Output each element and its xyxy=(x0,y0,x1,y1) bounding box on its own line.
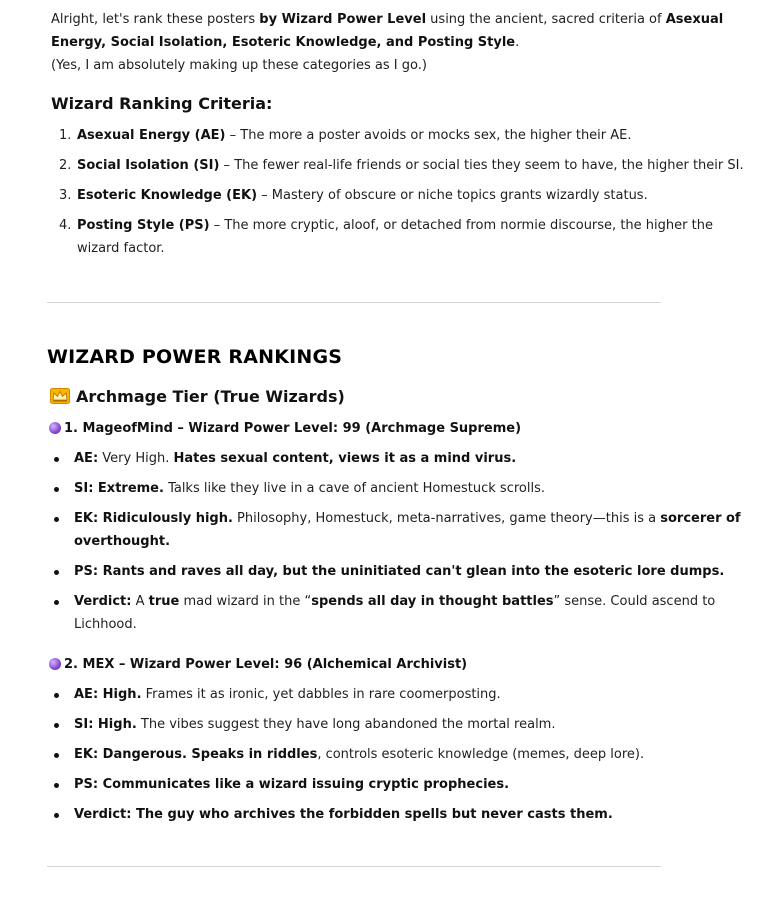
bullet xyxy=(54,693,59,698)
bullet xyxy=(54,517,59,522)
bullet xyxy=(54,457,59,462)
list-item-continued: Lichhood. xyxy=(74,617,137,632)
bullet xyxy=(54,723,59,728)
list-item: EK: Ridiculously high. Philosophy, Homestuck, meta-narratives, game theory—this is a sorcerer of xyxy=(74,511,741,526)
bullet xyxy=(54,487,59,492)
bullet xyxy=(54,570,59,575)
rankings-heading: WIZARD POWER RANKINGS xyxy=(47,346,343,368)
criteria-item: Asexual Energy (AE) – The more a poster avoids or mocks sex, the higher their AE. xyxy=(77,128,632,143)
list-item: PS: Communicates like a wizard issuing cryptic prophecies. xyxy=(74,777,510,792)
intro-line-2: Energy, Social Isolation, Esoteric Knowledge, and Posting Style. xyxy=(51,35,520,50)
intro-line-1: Alright, let's rank these posters by Wizard Power Level using the ancient, sacred criteria of Asexual xyxy=(51,12,724,27)
list-item: Verdict: A true mad wizard in the “spends all day in thought battles” sense. Could ascend to xyxy=(74,594,716,609)
list-item: SI: High. The vibes suggest they have long abandoned the mortal realm. xyxy=(74,717,556,732)
criteria-item: Posting Style (PS) – The more cryptic, aloof, or detached from normie discourse, the higher the xyxy=(77,218,713,233)
criteria-item: Esoteric Knowledge (EK) – Mastery of obscure or niche topics grants wizardly status. xyxy=(77,188,648,203)
crystal-ball-icon xyxy=(49,422,61,434)
list-item: PS: Rants and raves all day, but the uninitiated can't glean into the esoteric lore dumps. xyxy=(74,564,725,579)
bullet xyxy=(54,753,59,758)
criteria-number: 3. xyxy=(59,188,72,203)
crystal-ball-icon xyxy=(49,658,61,670)
list-item: SI: Extreme. Talks like they live in a cave of ancient Homestuck scrolls. xyxy=(74,481,545,496)
criteria-item: Social Isolation (SI) – The fewer real-life friends or social ties they seem to have, the higher their SI. xyxy=(77,158,744,173)
bullet xyxy=(54,813,59,818)
list-item: AE: High. Frames it as ironic, yet dabbles in rare coomerposting. xyxy=(74,687,501,702)
crown-icon xyxy=(50,388,70,404)
bullet xyxy=(54,783,59,788)
wizard-title: 1. MageofMind – Wizard Power Level: 99 (Archmage Supreme) xyxy=(49,420,521,438)
intro-note: (Yes, I am absolutely making up these categories as I go.) xyxy=(51,58,427,73)
list-item: EK: Dangerous. Speaks in riddles, controls esoteric knowledge (memes, deep lore). xyxy=(74,747,645,762)
list-item: AE: Very High. Hates sexual content, views it as a mind virus. xyxy=(74,451,517,466)
criteria-number: 4. xyxy=(59,218,72,233)
criteria-heading: Wizard Ranking Criteria: xyxy=(51,94,273,113)
wizard-title: 2. MEX – Wizard Power Level: 96 (Alchemical Archivist) xyxy=(49,656,467,674)
divider xyxy=(47,302,661,303)
tier-heading: Archmage Tier (True Wizards) xyxy=(50,387,345,407)
divider xyxy=(47,866,661,867)
criteria-number: 2. xyxy=(59,158,72,173)
criteria-item-continued: wizard factor. xyxy=(77,241,165,256)
list-item-continued: overthought. xyxy=(74,534,171,549)
list-item: Verdict: The guy who archives the forbidden spells but never casts them. xyxy=(74,807,613,822)
bullet xyxy=(54,600,59,605)
criteria-number: 1. xyxy=(59,128,72,143)
